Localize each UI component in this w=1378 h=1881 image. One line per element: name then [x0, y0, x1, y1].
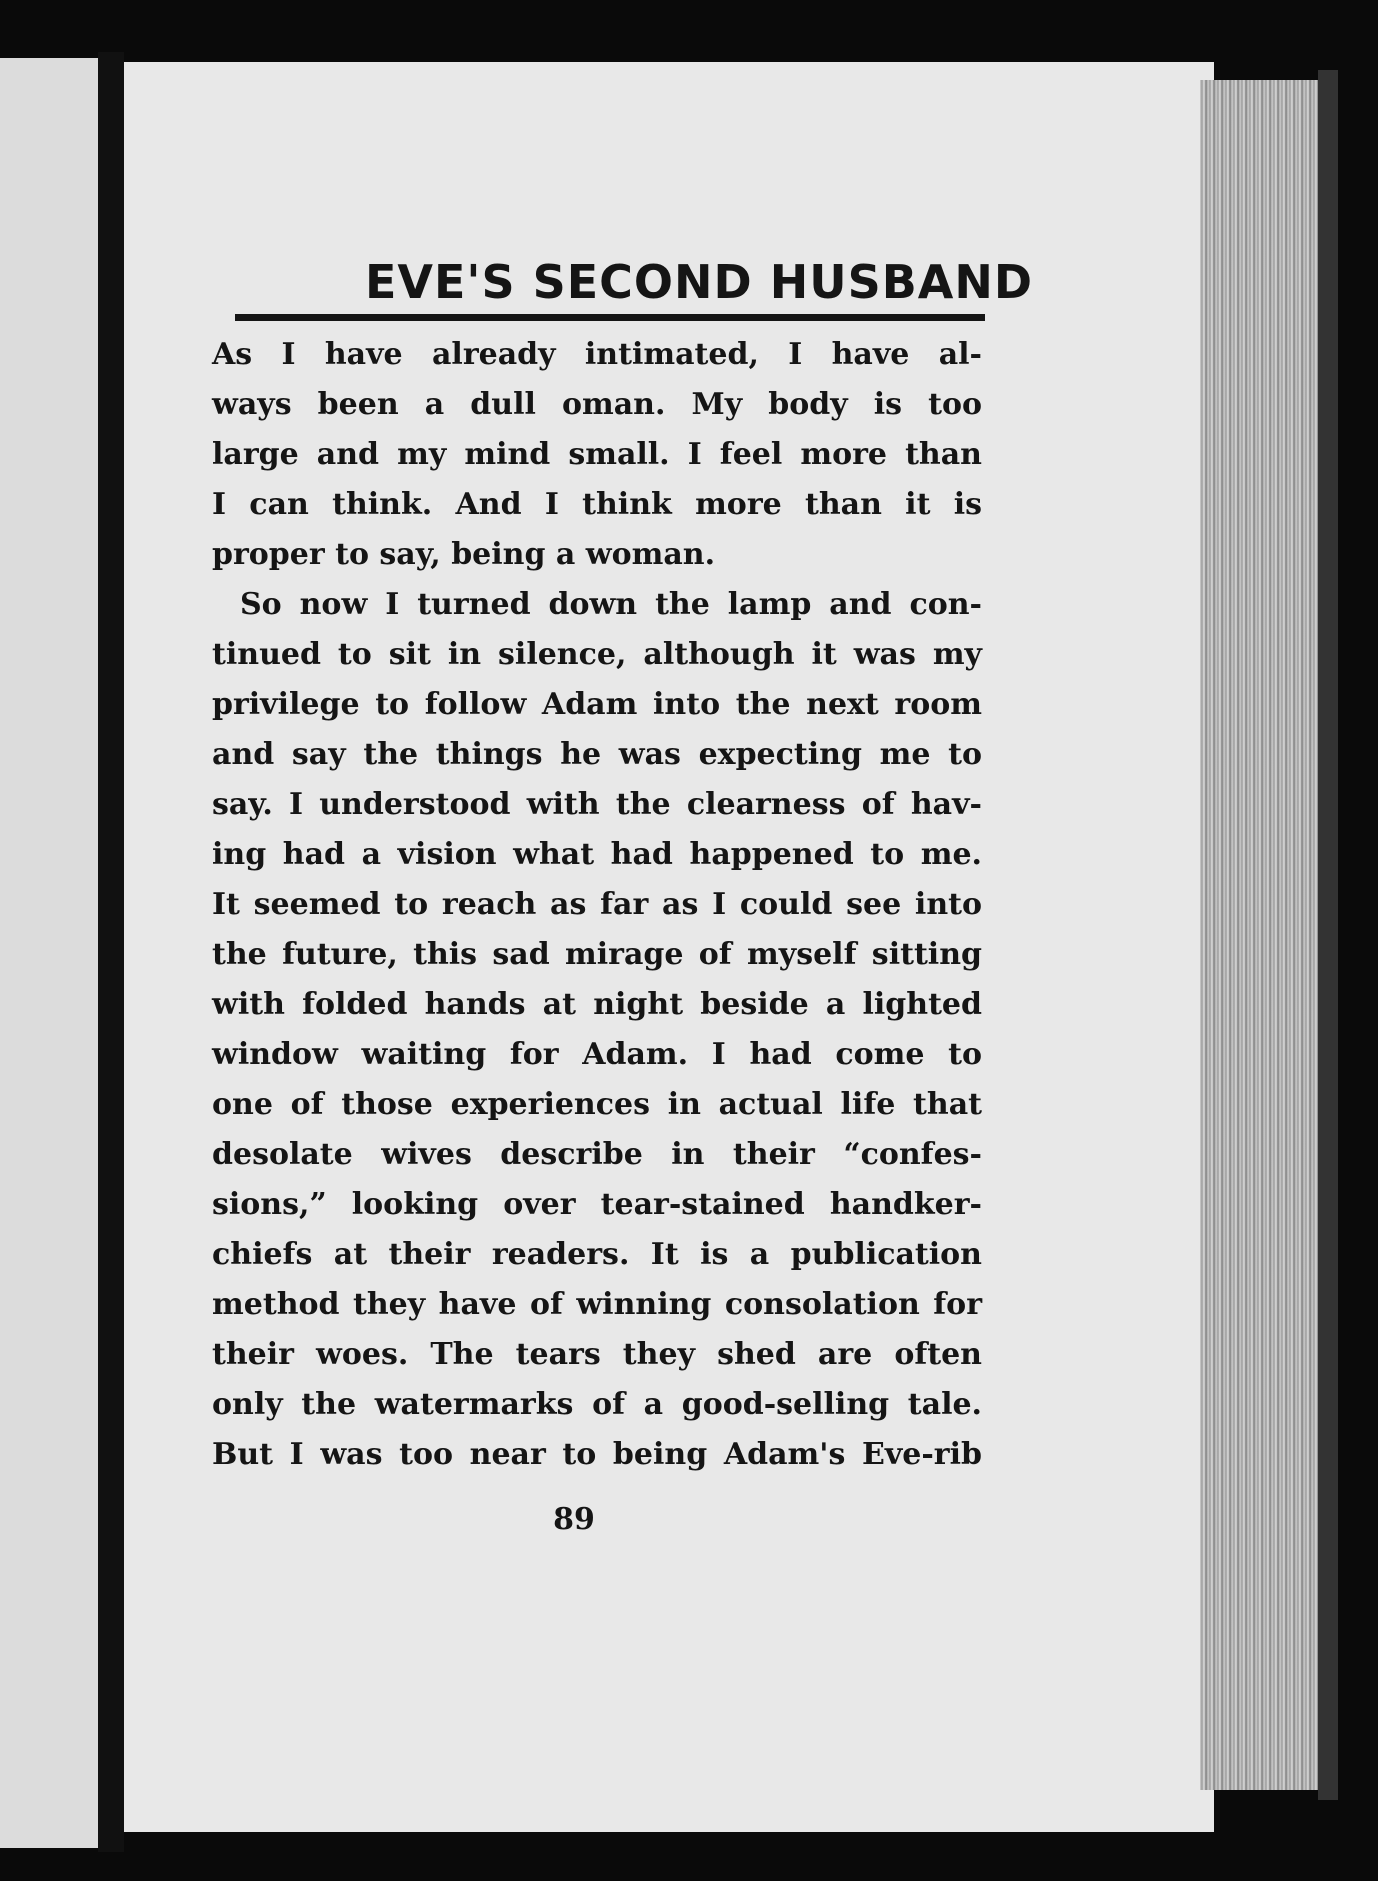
text-line: their woes. The tears they shed are often	[212, 1337, 982, 1372]
text-line: privilege to follow Adam into the next room	[212, 687, 982, 722]
book-cover-edge	[1318, 70, 1338, 1800]
text-line: window waiting for Adam. I had come to	[212, 1037, 982, 1072]
text-line: ways been a dull oman. My body is too	[212, 387, 982, 422]
text-line: one of those experiences in actual life that	[212, 1087, 982, 1122]
text-line: proper to say, being a woman.	[212, 537, 716, 572]
text-line: So now I turned down the lamp and con-	[240, 587, 982, 622]
text-line: the future, this sad mirage of myself sitting	[212, 937, 982, 972]
body-text	[212, 330, 982, 1480]
page-edges	[1200, 80, 1335, 1790]
text-line: tinued to sit in silence, although it was my	[212, 637, 982, 672]
text-line: large and my mind small. I feel more than	[212, 437, 982, 472]
text-line: It seemed to reach as far as I could see into	[212, 887, 982, 922]
text-line: with folded hands at night beside a lighted	[212, 987, 982, 1022]
text-line: I can think. And I think more than it is	[212, 487, 982, 522]
text-line: chiefs at their readers. It is a publication	[212, 1237, 982, 1272]
text-line: desolate wives describe in their “confes-	[212, 1137, 982, 1172]
text-line: As I have already intimated, I have al-	[212, 337, 982, 372]
page-number: 89	[553, 1502, 595, 1537]
facing-page	[0, 58, 98, 1848]
text-line: But I was too near to being Adam's Eve-rib	[212, 1437, 982, 1472]
header-rule	[235, 314, 985, 321]
text-line: and say the things he was expecting me to	[212, 737, 982, 772]
running-head: EVE'S SECOND HUSBAND	[364, 255, 1034, 309]
book-gutter	[98, 52, 124, 1852]
text-line: say. I understood with the clearness of hav-	[212, 787, 982, 822]
text-line: only the watermarks of a good-selling tale.	[212, 1387, 982, 1422]
text-line: sions,” looking over tear-stained handker-	[212, 1187, 982, 1222]
text-line: ing had a vision what had happened to me.	[212, 837, 982, 872]
text-line: method they have of winning consolation for	[212, 1287, 982, 1322]
